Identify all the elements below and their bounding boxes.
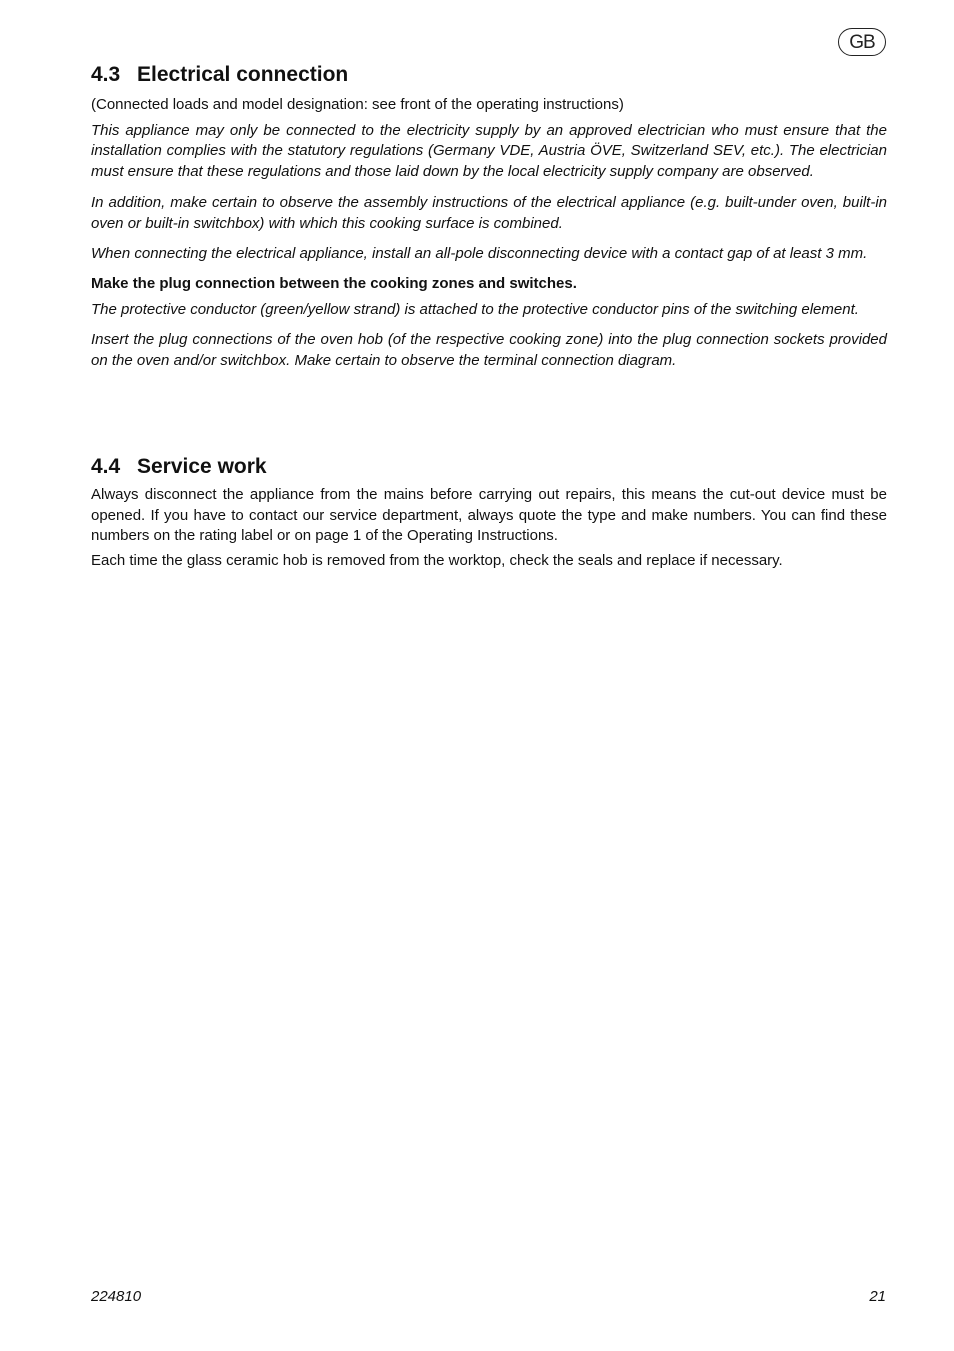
paragraph-approved-electrician: This appliance may only be connected to the electricity supply by an approved electrician who must ensure that the installation complies with the statutory regulations (Germany VDE, Austria ÖVE, Switzerland SEV, etc.). The electrician must ensure that these regulations and those laid down by the local electricity supply company are observed. <box>91 121 887 181</box>
paragraph-protective-conductor: The protective conductor (green/yellow strand) is attached to the protective conductor pins of the switching element. <box>91 300 859 318</box>
section-number: 4.4 <box>91 455 121 478</box>
paragraph-disconnecting-device: When connecting the electrical appliance, install an all-pole disconnecting device with a contact gap of at least 3 mm. <box>91 245 868 263</box>
intro-paragraph: (Connected loads and model designation: see front of the operating instructions) <box>91 96 624 113</box>
section-title: Service work <box>137 455 267 478</box>
section-service-work <box>91 454 887 572</box>
paragraph-check-seals: Each time the glass ceramic hob is removed from the worktop, check the seals and replace if necessary. <box>91 552 783 570</box>
paragraph-disconnect-mains: Always disconnect the appliance from the mains before carrying out repairs, this means the cut-out device must be opened. If you have to contact our service department, always quote the type and make numbers. You can find these numbers on the rating label or on page 1 of the Operating Instructions. <box>91 486 887 545</box>
section-electrical-connection <box>91 62 887 372</box>
section-heading <box>91 62 887 88</box>
section-heading <box>91 454 887 480</box>
paragraph-assembly-instructions: In addition, make certain to observe the assembly instructions of the electrical appliance (e.g. built-under oven, built-in oven or built-in switchbox) with which this cooking surface is combined. <box>91 193 887 232</box>
page-number: 21 <box>869 1288 886 1305</box>
document-number: 224810 <box>91 1288 142 1305</box>
paragraph-insert-plug: Insert the plug connections of the oven hob (of the respective cooking zone) into the plug connection sockets provided on the oven and/or switchbox. Make certain to observe the terminal connection diagram. <box>91 331 887 370</box>
section-number: 4.3 <box>91 63 121 86</box>
section-title: Electrical connection <box>137 63 349 86</box>
paragraph-plug-connection: Make the plug connection between the cooking zones and switches. <box>91 274 577 292</box>
language-badge: GB <box>838 28 886 56</box>
